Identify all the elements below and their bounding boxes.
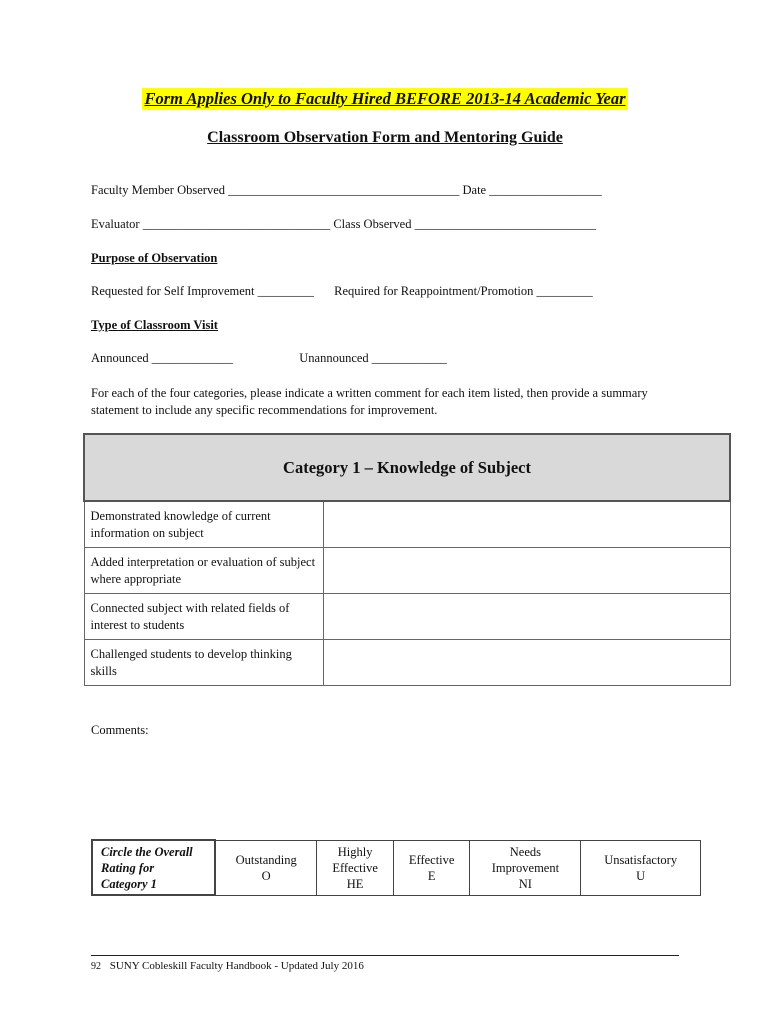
category-title: Category 1 – Knowledge of Subject xyxy=(84,434,730,501)
rating-unsatisfactory[interactable] xyxy=(581,840,701,895)
category-table xyxy=(83,433,731,686)
rating-label: Effective xyxy=(332,860,378,875)
comment-cell[interactable] xyxy=(323,640,730,686)
rating-outstanding[interactable] xyxy=(215,840,317,895)
table-row xyxy=(84,640,730,686)
date-field[interactable]: Date __________________ xyxy=(462,183,602,197)
rating-table xyxy=(91,839,701,896)
applicability-banner: Form Applies Only to Faculty Hired BEFORE 2013-14 Academic Year xyxy=(144,89,626,108)
instructions-text: For each of the four categories, please indicate a written comment for each item listed, then provide a summary statement to include any specific recommendations for improvement. xyxy=(91,386,648,417)
evaluator-class-line xyxy=(91,217,596,232)
rating-label: Highly xyxy=(337,844,373,859)
rating-needs-improvement[interactable] xyxy=(470,840,581,895)
evaluator-field[interactable]: Evaluator ______________________________ xyxy=(91,217,331,231)
rating-effective[interactable] xyxy=(393,840,470,895)
category-item: Demonstrated knowledge of current information on subject xyxy=(84,501,323,548)
rating-label: Needs xyxy=(509,844,542,859)
table-row xyxy=(84,501,730,548)
footer-text: SUNY Cobleskill Faculty Handbook - Updated July 2016 xyxy=(109,960,364,972)
table-row xyxy=(84,594,730,640)
table-row xyxy=(84,548,730,594)
rating-label: Outstanding xyxy=(235,852,297,867)
rating-code: HE xyxy=(346,876,364,891)
rating-label: Effective xyxy=(408,852,455,867)
unannounced-field[interactable]: Unannounced ____________ xyxy=(299,351,447,365)
rating-code: U xyxy=(636,868,646,883)
class-observed-field[interactable]: Class Observed _____________________________ xyxy=(333,217,596,231)
rating-instruction-line: Category 1 xyxy=(101,876,157,891)
comment-cell[interactable] xyxy=(323,501,730,548)
category-item: Challenged students to develop thinking skills xyxy=(84,640,323,686)
banner-container xyxy=(0,88,770,110)
rating-label: Unsatisfactory xyxy=(604,852,678,867)
rating-instruction xyxy=(92,840,215,895)
page-footer xyxy=(91,960,364,972)
category-item: Added interpretation or evaluation of subject where appropriate xyxy=(84,548,323,594)
rating-instruction-line: Rating for xyxy=(101,860,155,875)
visit-type-line xyxy=(91,351,447,366)
purpose-line xyxy=(91,284,593,299)
page-number: 92 xyxy=(91,961,101,972)
self-improvement-field[interactable]: Requested for Self Improvement _________ xyxy=(91,284,314,298)
form-title: Classroom Observation Form and Mentoring Guide xyxy=(207,129,563,146)
rating-instruction-line: Circle the Overall xyxy=(101,844,193,859)
category-item: Connected subject with related fields of interest to students xyxy=(84,594,323,640)
rating-highly-effective[interactable] xyxy=(317,840,394,895)
rating-code: NI xyxy=(518,876,532,891)
footer-divider xyxy=(91,955,679,956)
visit-type-heading: Type of Classroom Visit xyxy=(91,318,218,332)
comment-cell[interactable] xyxy=(323,594,730,640)
rating-label: Improvement xyxy=(491,860,560,875)
comments-label: Comments: xyxy=(91,723,149,737)
comment-cell[interactable] xyxy=(323,548,730,594)
rating-code: E xyxy=(427,868,436,883)
reappointment-field[interactable]: Required for Reappointment/Promotion _________ xyxy=(334,284,593,298)
purpose-heading: Purpose of Observation xyxy=(91,251,218,265)
faculty-date-line xyxy=(91,183,602,198)
faculty-member-field[interactable]: Faculty Member Observed _____________________________________ xyxy=(91,183,460,197)
rating-code: O xyxy=(261,868,271,883)
announced-field[interactable]: Announced _____________ xyxy=(91,351,233,365)
